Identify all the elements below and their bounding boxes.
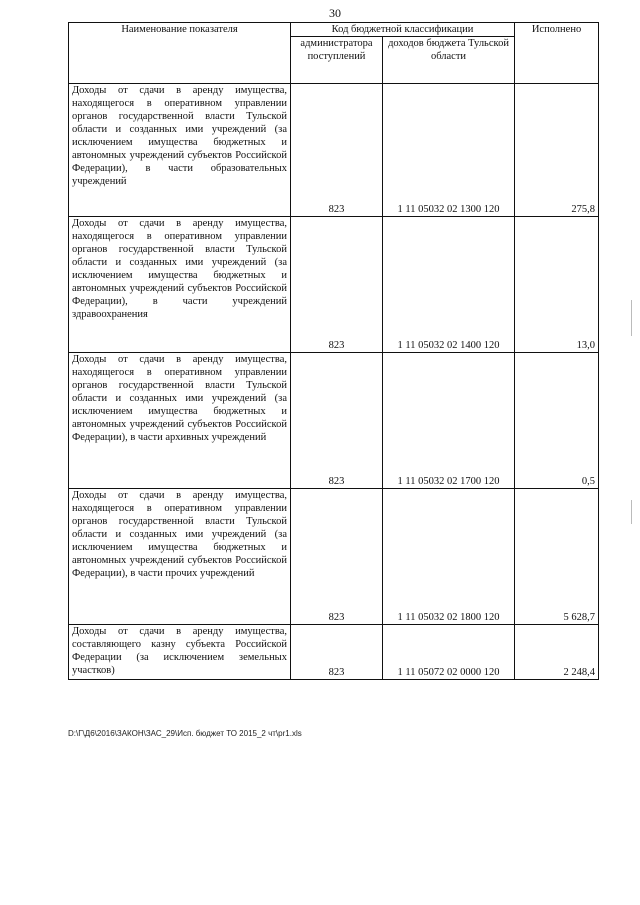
table-header-row <box>69 23 599 37</box>
scan-artifact <box>631 300 632 336</box>
row-administrator-code: 823 <box>291 625 383 680</box>
table-row <box>69 625 599 680</box>
row-administrator-code: 823 <box>291 217 383 353</box>
row-indicator-name: Доходы от сдачи в аренду имущества, находящегося в оперативном управлении органов государственной власти Тульской области и созданных ими учреждений (за исключением имущества бюджетных и автономных учреждений субъектов Российской Федерации), в части архивных учреждений <box>69 353 291 489</box>
page-number: 30 <box>329 6 341 20</box>
row-indicator-name: Доходы от сдачи в аренду имущества, находящегося в оперативном управлении органов государственной власти Тульской области и созданных ими учреждений (за исключением имущества бюджетных и автономных учреждений субъектов Российской Федерации), в части учреждений здравоохранения <box>69 217 291 353</box>
row-income-code: 1 11 05032 02 1400 120 <box>383 217 515 353</box>
header-executed: Исполнено <box>515 23 599 84</box>
table-row <box>69 84 599 217</box>
row-income-code: 1 11 05032 02 1700 120 <box>383 353 515 489</box>
row-income-code: 1 11 05032 02 1300 120 <box>383 84 515 217</box>
scan-artifact <box>631 500 632 524</box>
table-row <box>69 353 599 489</box>
row-executed-amount: 0,5 <box>515 353 599 489</box>
row-administrator-code: 823 <box>291 84 383 217</box>
file-path-footer: D:\Г\Д6\2016\ЗАКОН\ЗАС_29\Исп. бюджет ТО 2015_2 чт\pr1.xls <box>68 729 302 738</box>
row-indicator-name: Доходы от сдачи в аренду имущества, находящегося в оперативном управлении органов государственной власти Тульской области и созданных ими учреждений (за исключением имущества бюджетных и автономных учреждений субъектов Российской Федерации), в части прочих учреждений <box>69 489 291 625</box>
row-indicator-name: Доходы от сдачи в аренду имущества, находящегося в оперативном управлении органов государственной власти Тульской области и созданных ими учреждений (за исключением имущества бюджетных и автономных учреждений субъектов Российской Федерации), в части образовательных учреждений <box>69 84 291 217</box>
header-indicator-name: Наименование показателя <box>69 23 291 84</box>
header-administrator: администратора поступлений <box>291 37 383 84</box>
row-executed-amount: 5 628,7 <box>515 489 599 625</box>
row-income-code: 1 11 05072 02 0000 120 <box>383 625 515 680</box>
row-income-code: 1 11 05032 02 1800 120 <box>383 489 515 625</box>
row-indicator-name: Доходы от сдачи в аренду имущества, составляющего казну субъекта Российской Федерации (за исключением земельных участков) <box>69 625 291 680</box>
table-row <box>69 489 599 625</box>
header-budget-code: Код бюджетной классификации <box>291 23 515 37</box>
row-executed-amount: 275,8 <box>515 84 599 217</box>
row-executed-amount: 2 248,4 <box>515 625 599 680</box>
row-administrator-code: 823 <box>291 489 383 625</box>
table-row <box>69 217 599 353</box>
budget-table <box>68 22 599 680</box>
header-budget-income: доходов бюджета Тульской области <box>383 37 515 84</box>
row-administrator-code: 823 <box>291 353 383 489</box>
row-executed-amount: 13,0 <box>515 217 599 353</box>
